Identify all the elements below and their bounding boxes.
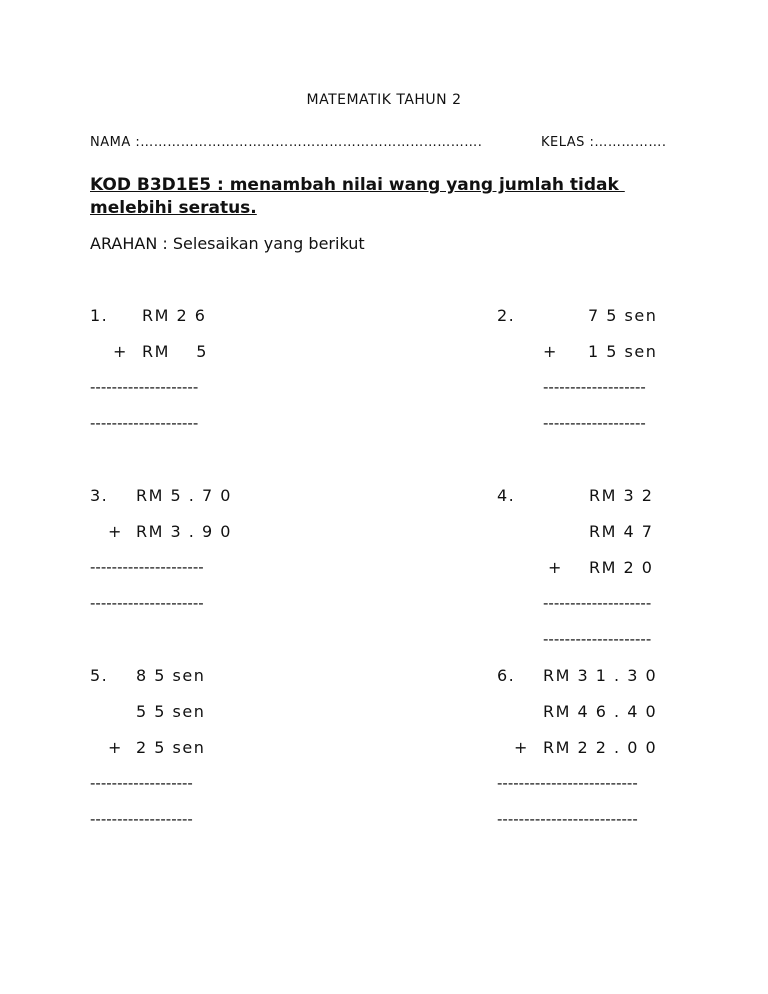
question-number: 4. xyxy=(497,486,516,505)
learning-code-line1: KOD B3D1E5 : menambah nilai wang yang jumlah tidak xyxy=(90,175,625,195)
addend: 5 5 sen xyxy=(136,702,206,721)
plus-sign: + xyxy=(543,342,558,361)
answer-line: ------------------- xyxy=(543,378,646,396)
plus-sign: + xyxy=(113,342,128,361)
question-number: 1. xyxy=(90,306,109,325)
answer-line: -------------------- xyxy=(543,630,652,648)
plus-sign: + xyxy=(514,738,529,757)
addend: RM 2 6 xyxy=(142,306,207,325)
plus-sign: + xyxy=(108,522,123,541)
addend: RM 5 . 7 0 xyxy=(136,486,232,505)
addend: RM 4 6 . 4 0 xyxy=(543,702,658,721)
plus-sign: + xyxy=(108,738,123,757)
question-number: 6. xyxy=(497,666,516,685)
addend: RM 2 2 . 0 0 xyxy=(543,738,658,757)
answer-line: -------------------- xyxy=(543,594,652,612)
answer-line: ------------------- xyxy=(90,774,193,792)
addend: RM 3 2 xyxy=(589,486,654,505)
question-number: 3. xyxy=(90,486,109,505)
class-field-label: KELAS :……………. xyxy=(541,135,667,150)
addend: 8 5 sen xyxy=(136,666,206,685)
answer-line: -------------------------- xyxy=(497,810,638,828)
answer-line: -------------------- xyxy=(90,414,199,432)
addend: 7 5 sen xyxy=(588,306,658,325)
question-number: 5. xyxy=(90,666,109,685)
learning-code-line2: melebihi seratus. xyxy=(90,198,257,218)
addend: RM 3 1 . 3 0 xyxy=(543,666,658,685)
name-field-label: NAMA :…………………………………………………………………. xyxy=(90,135,483,150)
addend: RM 4 7 xyxy=(589,522,654,541)
answer-line: ------------------- xyxy=(90,810,193,828)
addend: 2 5 sen xyxy=(136,738,206,757)
answer-line: ------------------- xyxy=(543,414,646,432)
answer-line: -------------------------- xyxy=(497,774,638,792)
page-title: MATEMATIK TAHUN 2 xyxy=(306,92,462,108)
question-number: 2. xyxy=(497,306,516,325)
learning-code-heading xyxy=(90,174,625,220)
addend: 1 5 sen xyxy=(588,342,658,361)
instruction-text: ARAHAN : Selesaikan yang berikut xyxy=(90,234,365,253)
addend: RM 3 . 9 0 xyxy=(136,522,232,541)
answer-line: --------------------- xyxy=(90,558,204,576)
addend: RM 2 0 xyxy=(589,558,654,577)
answer-line: --------------------- xyxy=(90,594,204,612)
answer-line: -------------------- xyxy=(90,378,199,396)
plus-sign: + xyxy=(548,558,563,577)
addend: RM 5 xyxy=(142,342,208,361)
